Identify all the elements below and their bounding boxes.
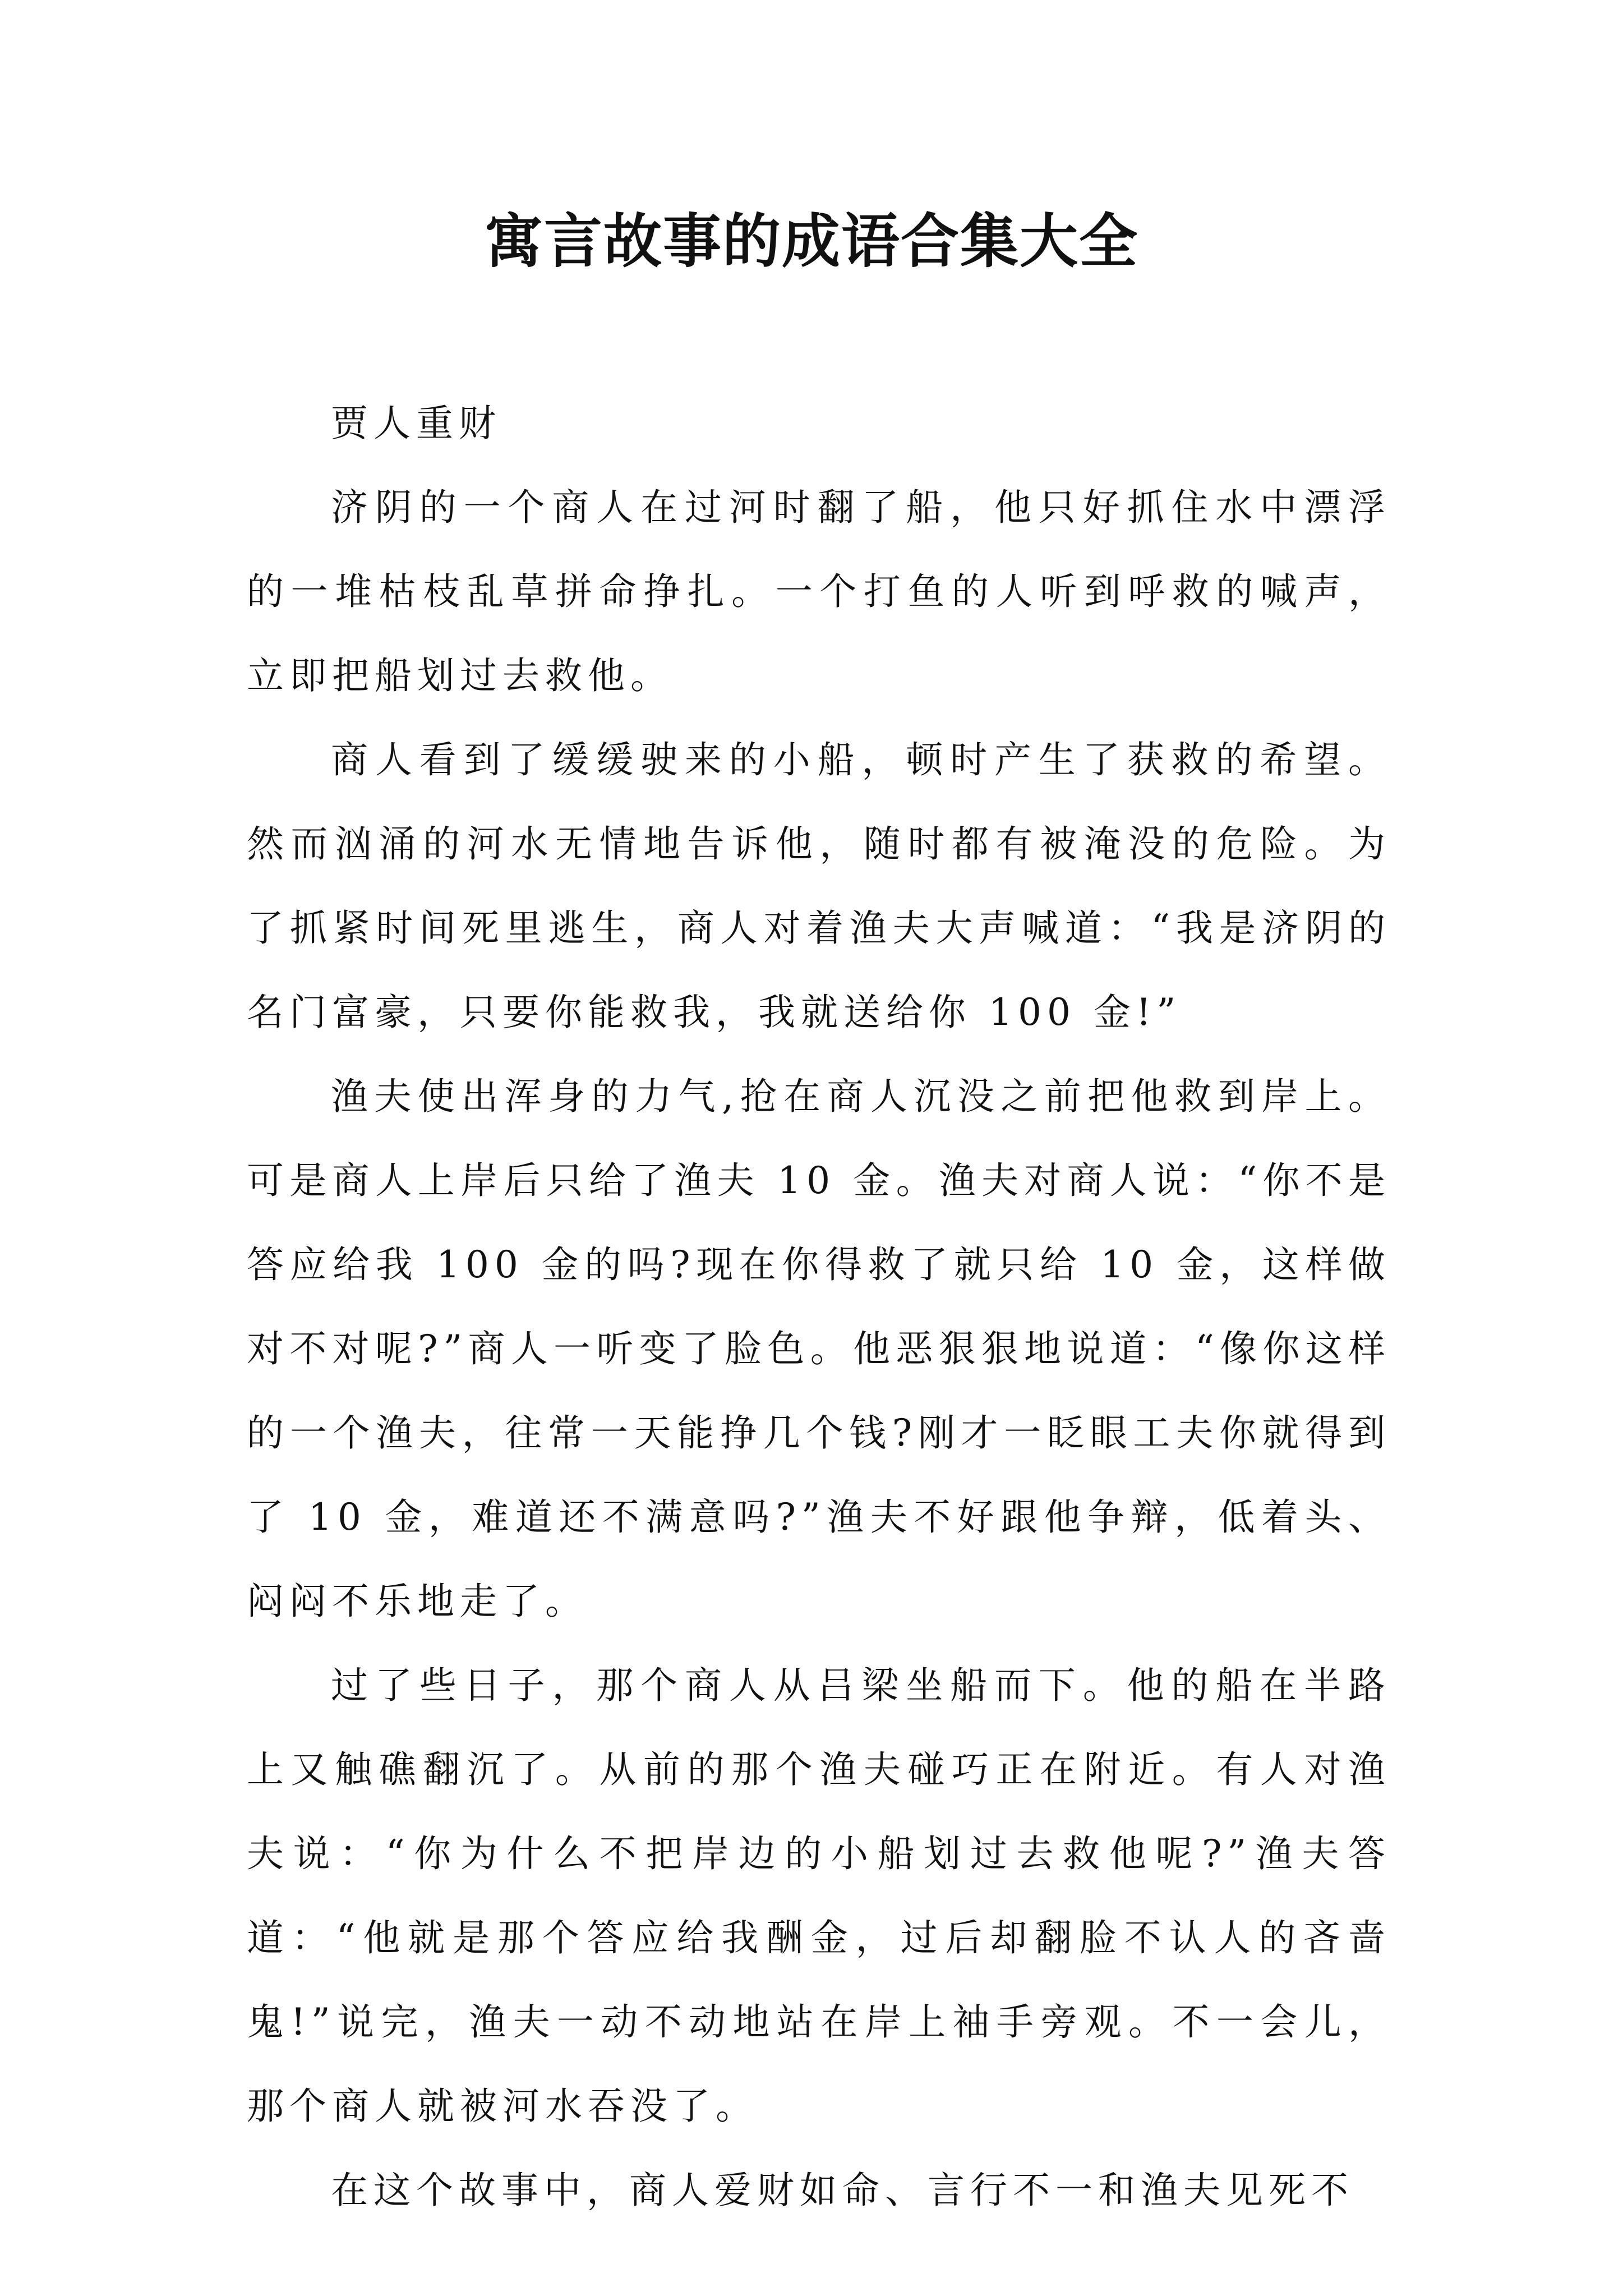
section-heading: 贾人重财 [331, 402, 501, 445]
paragraph: 商人看到了缓缓驶来的小船，顿时产生了获救的希望。然而汹涌的河水无情地告诉他，随时都有被淹没的危险。为了抓紧时间死里逃生，商人对着渔夫大声喊道：“我是济阴的名门富豪，只要你能救我，我就送给你 100 金!” [247, 738, 1391, 1034]
paragraph: 渔夫使出浑身的力气,抢在商人沉没之前把他救到岸上。可是商人上岸后只给了渔夫 10 金。渔夫对商人说：“你不是答应给我 100 金的吗?现在你得救了就只给 10 金，这样做对不对呢?”商人一听变了脸色。他恶狠狠地说道：“像你这样的一个渔夫，往常一天能挣几个钱?刚才一眨眼工夫你就得到了 10 金，难道还不满意吗?”渔夫不好跟他争辩，低着头、闷闷不乐地走了。 [247, 1075, 1391, 1623]
document-body [247, 381, 1391, 2233]
paragraph: 济阴的一个商人在过河时翻了船，他只好抓住水中漂浮的一堆枯枝乱草拼命挣扎。一个打鱼的人听到呼救的喊声，立即把船划过去救他。 [247, 486, 1391, 697]
paragraph: 过了些日子，那个商人从吕梁坐船而下。他的船在半路上又触礁翻沉了。从前的那个渔夫碰巧正在附近。有人对渔夫说：“你为什么不把岸边的小船划过去救他呢?”渔夫答道：“他就是那个答应给我酬金，过后却翻脸不认人的吝啬鬼!”说完，渔夫一动不动地站在岸上袖手旁观。不一会儿，那个商人就被河水吞没了。 [247, 1664, 1391, 2128]
paragraph: 在这个故事中，商人爱财如命、言行不一和渔夫见死不 [331, 2169, 1354, 2212]
document-title: 寓言故事的成语合集大全 [484, 207, 1138, 275]
